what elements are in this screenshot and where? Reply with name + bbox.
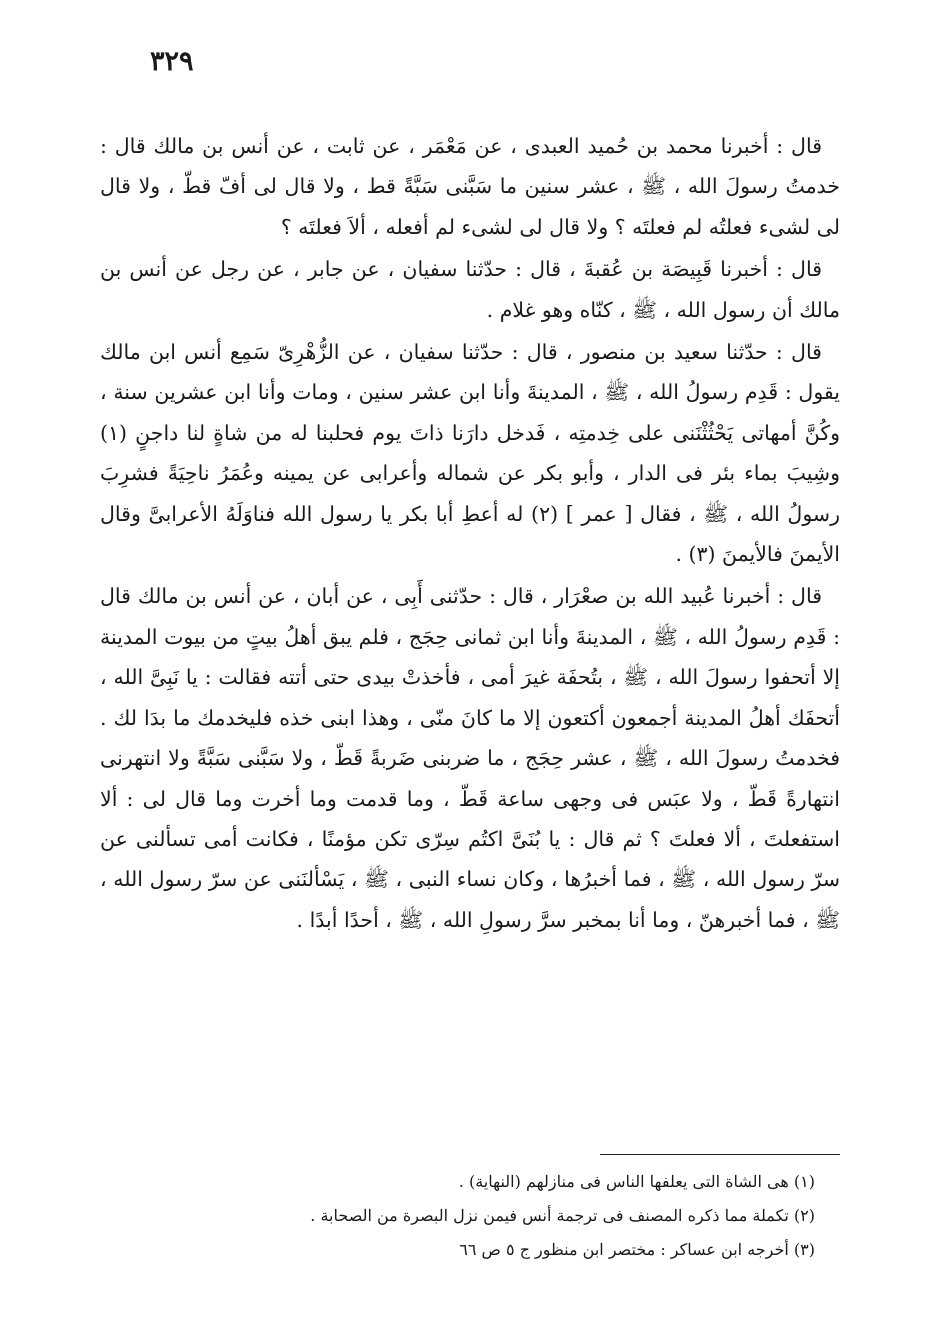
body-text xyxy=(100,126,840,942)
footnote-divider xyxy=(600,1154,840,1155)
footnote: (٢) تكملة مما ذكره المصنف فى ترجمة أنس فيمن نزل البصرة من الصحابة . xyxy=(310,1206,815,1225)
paragraph: قال : حدّثنا سعيد بن منصور ، قال : حدّثنا سفيان ، عن الزُّهْرِىّ سَمِع أنس ابن مالك يقول : قَدِم رسولُ الله ، ﷺ ، المدينةَ وأنا ابن عشر سنين ، ومات وأنا ابن عشرين سنة ، وكُنَّ أمهاتى يَحْثُثْنَنى على خِدمتِه ، فَدخل دارَنا ذاتَ يوم فحلبنا له من شاةٍ لنا داجنٍ (١) وشِيبَ بماء بئر فى الدار ، وأبو بكر عن شماله وأعرابى عن يمينه وعُمَرُ ناحِيَةً فشرِبَ رسولُ الله ، ﷺ ، فقال [ عمر ] (٢) له أعطِ أبا بكر يا رسول الله فناوَلَهُ الأعرابىَّ وقال الأيمنَ فالأيمنَ (٣) . xyxy=(100,340,840,567)
paragraph: قال : أخبرنا محمد بن حُميد العبدى ، عن مَعْمَر ، عن ثابت ، عن أنس بن مالك قال : خدمتُ رسولَ الله ، ﷺ ، عشر سنين ما سَبَّنى سَبَّةً قط ، ولا قال لى أفّ قطّ ، ولا قال لى لشىء فعلتُه لم فعلتَه ؟ ولا قال لى لشىء لم أفعله ، ألاَ فعلتَه ؟ xyxy=(100,134,840,239)
footnote: (١) هى الشاة التى يعلفها الناس فى منازلهم (النهاية) . xyxy=(458,1172,815,1191)
footnotes xyxy=(100,1165,815,1267)
paragraph: قال : أخبرنا قَبِيصَة بن عُقبةَ ، قال : حدّثنا سفيان ، عن جابر ، عن رجل عن أنس بن مالك أن رسول الله ، ﷺ ، كنّاه وهو غلام . xyxy=(100,257,840,322)
page-number: ٣٢٩ xyxy=(150,46,194,77)
paragraph: قال : أخبرنا عُبيد الله بن صعْرَار ، قال : حدّثنى أَبِى ، عن أبان ، عن أنس بن مالك قال : قَدِم رسولُ الله ، ﷺ ، المدينةَ وأنا ابن ثمانى حِجَج ، فلم يبق أهلُ بيتٍ من بيوت المدينة إلا أتحفوا رسولَ الله ، ﷺ ، بتُحفَة غيرَ أمى ، فأخذتْ بيدى حتى أتته فقالت : يا نَبِىَّ الله ، أتحفَك أهلُ المدينة أجمعون أكتعون إلا ما كانَ منّى ، وهذا ابنى خذه فليخدمك ما بدَا لك . فخدمتُ رسولَ الله ، ﷺ ، عشر حِجَج ، ما ضربنى ضَربةً قَطّ ، ولا سَبَّنى سَبَّةً ولا انتهرنى انتهارةً قَطّ ، ولا عبَس فى وجهى ساعة قَطّ ، وما قدمت وما أخرت وما قال لى : ألا استفعلتَ ، ألا فعلتَ ؟ ثم قال : يا بُنَىَّ اكتُم سِرّى تكن مؤمنًا ، فكانت أمى تسألنى عن سرّ رسول الله ، ﷺ ، فما أخبرُها ، وكان نساء النبى ، ﷺ ، يَسْألنَنى عن سرّ رسول الله ، ﷺ ، فما أخبرهنّ ، وما أنا بمخبر سرَّ رسولِ الله ، ﷺ ، أحدًا أبدًا . xyxy=(100,584,840,932)
footnote: (٣) أخرجه ابن عساكر : مختصر ابن منظور ج ٥ ص ٦٦ xyxy=(459,1240,815,1259)
